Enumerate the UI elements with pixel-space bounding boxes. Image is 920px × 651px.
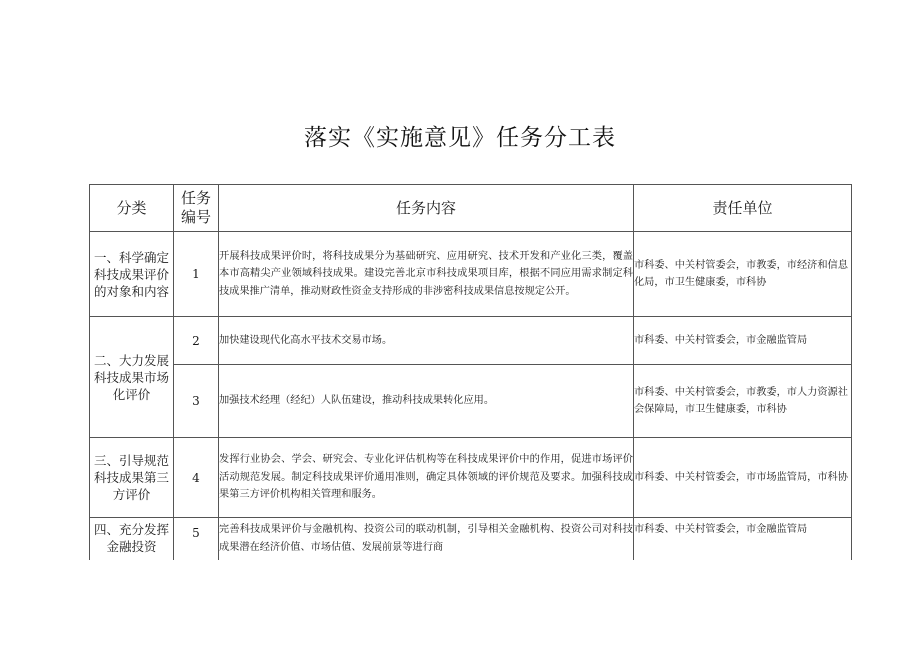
table-row	[90, 518, 852, 560]
task-content: 加快建设现代化高水平技术交易市场。	[219, 317, 634, 365]
responsible-unit: 市科委、中关村管委会，市教委，市经济和信息化局，市卫生健康委，市科协	[634, 232, 852, 317]
task-number: 3	[174, 365, 219, 438]
task-number: 2	[174, 317, 219, 365]
task-content: 开展科技成果评价时，将科技成果分为基础研究、应用研究、技术开发和产业化三类，覆盖本市高精尖产业领域科技成果。建设完善北京市科技成果项目库，根据不同应用需求制定科技成果推广清单，推动财政性资金支持形成的非涉密科技成果信息按规定公开。	[219, 232, 634, 317]
table-row	[90, 365, 852, 438]
responsible-unit: 市科委、中关村管委会，市市场监管局，市科协	[634, 438, 852, 518]
responsible-unit: 市科委、中关村管委会，市教委，市人力资源社会保障局，市卫生健康委，市科协	[634, 365, 852, 438]
table-row	[90, 317, 852, 365]
header-number: 任务编号	[174, 185, 219, 232]
header-category: 分类	[90, 185, 174, 232]
task-number: 1	[174, 232, 219, 317]
table-row	[90, 232, 852, 317]
category-cell: 四、充分发挥金融投资	[90, 518, 174, 560]
task-content: 发挥行业协会、学会、研究会、专业化评估机构等在科技成果评价中的作用，促进市场评价活动规范发展。制定科技成果评价通用准则，确定具体领域的评价规范及要求。加强科技成果第三方评价机构相关管理和服务。	[219, 438, 634, 518]
task-number: 5	[174, 518, 219, 560]
task-content: 完善科技成果评价与金融机构、投资公司的联动机制，引导相关金融机构、投资公司对科技成果潜在经济价值、市场估值、发展前景等进行商	[219, 518, 634, 560]
responsible-unit: 市科委、中关村管委会，市金融监管局	[634, 518, 852, 560]
responsible-unit: 市科委、中关村管委会，市金融监管局	[634, 317, 852, 365]
header-unit: 责任单位	[634, 185, 852, 232]
category-cell: 二、大力发展科技成果市场化评价	[90, 317, 174, 438]
task-table	[89, 184, 852, 560]
table-row	[90, 438, 852, 518]
header-row	[90, 185, 852, 232]
page-title: 落实《实施意见》任务分工表	[304, 125, 616, 151]
task-number: 4	[174, 438, 219, 518]
task-content: 加强技术经理（经纪）人队伍建设，推动科技成果转化应用。	[219, 365, 634, 438]
header-content: 任务内容	[219, 185, 634, 232]
category-cell: 三、引导规范科技成果第三方评价	[90, 438, 174, 518]
category-cell: 一、科学确定科技成果评价的对象和内容	[90, 232, 174, 317]
